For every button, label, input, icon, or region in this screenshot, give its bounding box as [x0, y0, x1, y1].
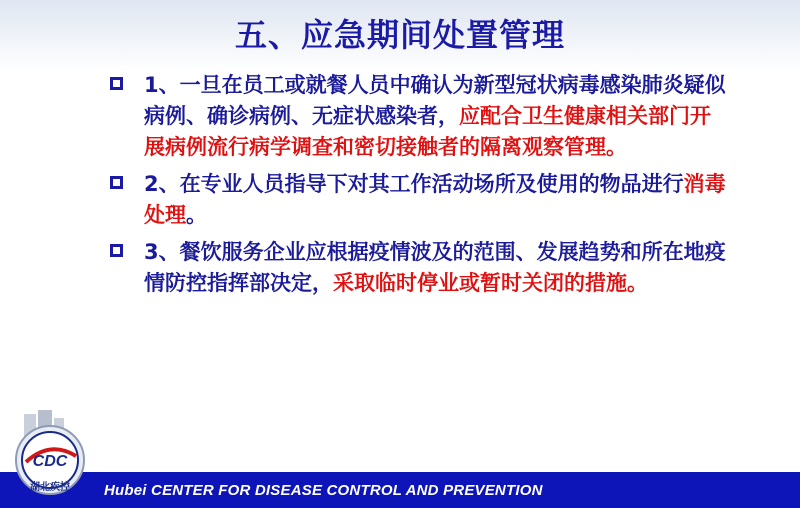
square-bullet-icon — [110, 176, 123, 189]
bullet-item — [110, 237, 730, 299]
slide-title: 五、应急期间处置管理 — [234, 16, 565, 54]
bullet-text — [144, 73, 726, 159]
footer-org-name: Hubei CENTER FOR DISEASE CONTROL AND PREVENTION — [104, 482, 543, 499]
bullet-text-highlight: 应配合卫生健康相关部门开展病例流行病学调查和密切接触者的隔离观察管理。 — [144, 104, 711, 159]
hubei-cdc-logo — [6, 410, 94, 498]
bullet-item — [110, 70, 730, 163]
bullet-text-highlight: 采取临时停业或暂时关闭的措施。 — [333, 271, 648, 295]
footer-bar — [0, 472, 800, 508]
bullet-text — [144, 240, 726, 295]
square-bullet-icon — [110, 244, 123, 257]
logo-text: 湖北疾控 — [30, 482, 70, 493]
bullet-text-normal: 。 — [186, 203, 207, 227]
square-bullet-icon — [110, 77, 123, 90]
bullet-text — [144, 172, 726, 227]
bullet-text-normal: 2、在专业人员指导下对其工作活动场所及使用的物品进行 — [144, 172, 684, 196]
bullet-item — [110, 169, 730, 231]
bullet-text-normal: 3、餐饮服务企业应根据疫情波及的范围、发展趋势和所在地疫情防控指挥部决定， — [144, 240, 726, 295]
logo-mark: CDC — [32, 453, 68, 470]
bullet-text-highlight: 消毒处理 — [144, 172, 726, 227]
bullet-text-normal: 1、一旦在员工或就餐人员中确认为新型冠状病毒感染肺炎疑似病例、确诊病例、无症状感染者， — [144, 73, 726, 128]
bullet-list — [110, 70, 730, 305]
